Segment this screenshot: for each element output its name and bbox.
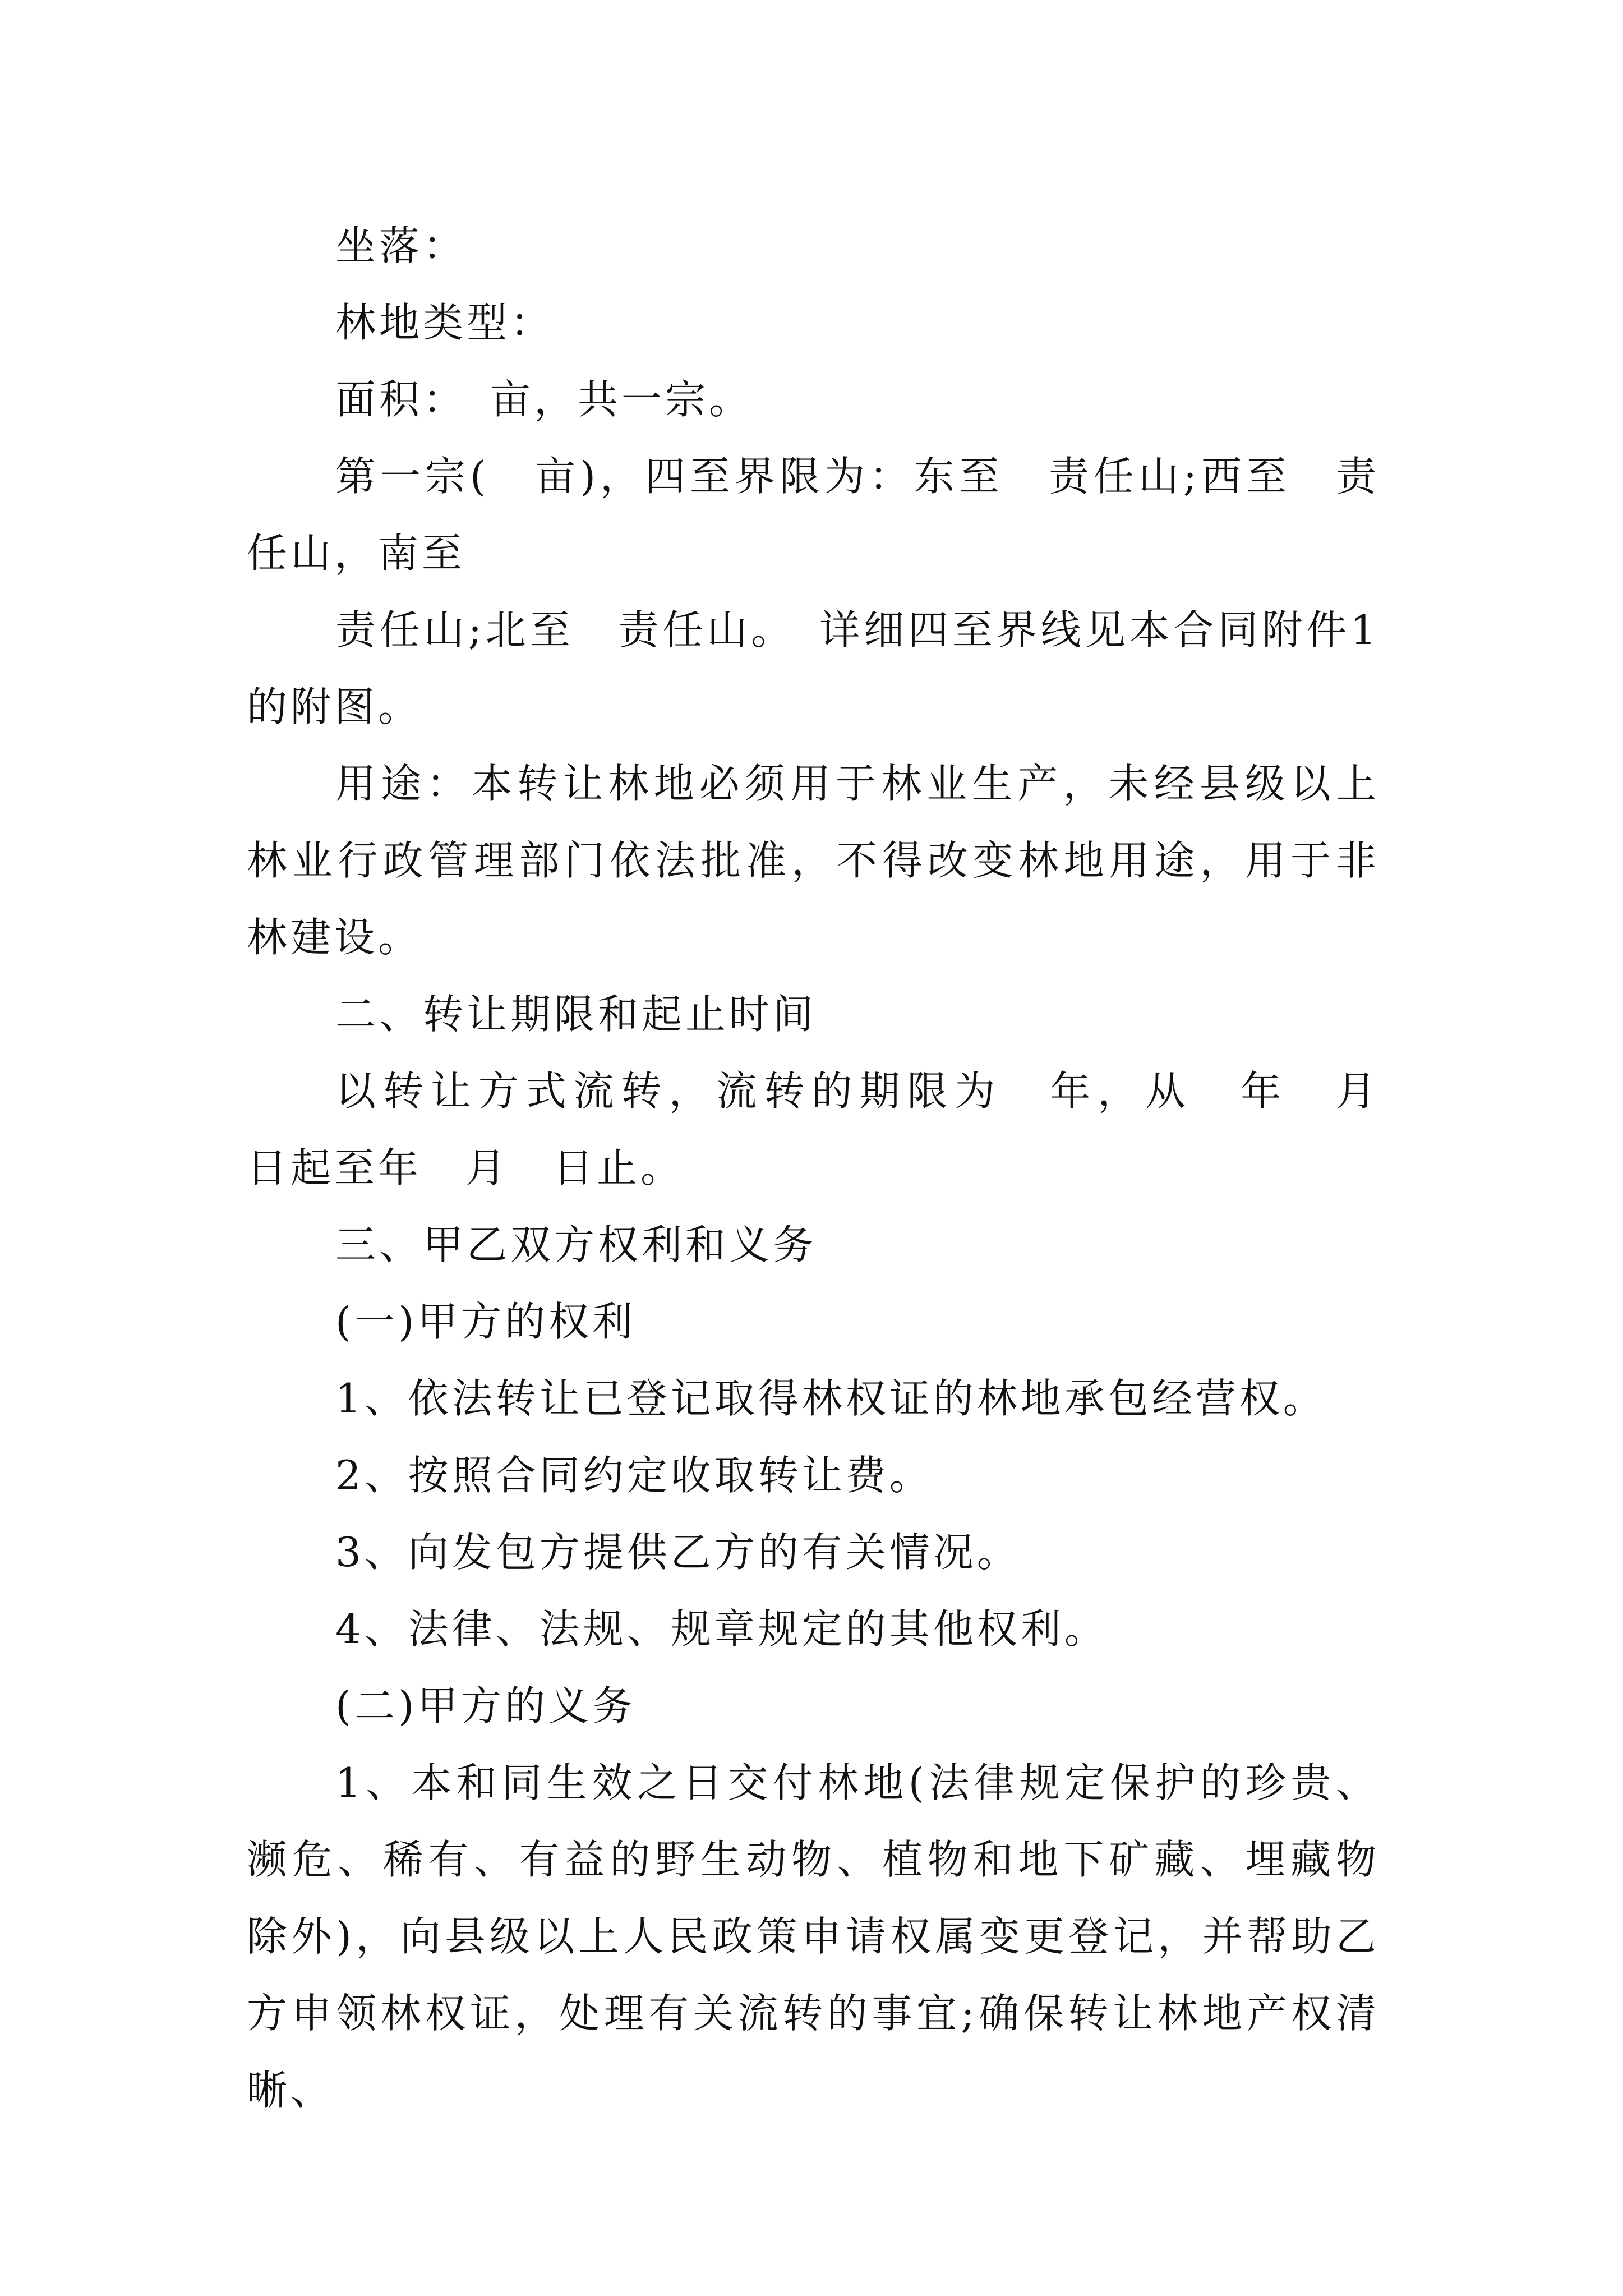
paragraph-area: 面积： 亩，共一宗。 — [335, 376, 753, 423]
paragraph-forest-type: 林地类型： — [335, 299, 555, 346]
list-item-obligation-1: 1、本和同生效之日交付林地(法律规定保护的珍贵、濒危、稀有、有益的野生动物、植物和地下矿藏、埋藏物除外)，向县级以上人民政策申请权属变更登记，并帮助乙方申领林权证，处理有关流转的事宜;确保转让林地产权清晰、 — [247, 1759, 1380, 2114]
section-heading-rights-obligations: 三、甲乙双方权利和义务 — [335, 1221, 817, 1268]
paragraph-usage: 用途：本转让林地必须用于林业生产，未经县级以上林业行政管理部门依法批准，不得改变林地用途，用于非林建设。 — [247, 760, 1380, 961]
document-body — [247, 208, 1424, 2129]
subsection-heading-party-a-obligations: (二)甲方的义务 — [335, 1682, 637, 1729]
paragraph-term: 以转让方式流转，流转的期限为 年，从 年 月 日起至年 月 日止。 — [247, 1068, 1424, 1191]
list-item-right-2: 2、按照合同约定收取转让费。 — [335, 1452, 933, 1499]
paragraph-boundary-first: 第一宗( 亩)，四至界限为：东至 责任山;西至 责任山，南至 — [247, 453, 1380, 577]
paragraph-location: 坐落： — [335, 222, 467, 269]
paragraph-boundary-second: 责任山;北至 责任山。 详细四至界线见本合同附件1的附图。 — [247, 606, 1380, 730]
list-item-right-4: 4、法律、法规、规章规定的其他权利。 — [335, 1605, 1108, 1653]
section-heading-term: 二、转让期限和起止时间 — [335, 991, 817, 1038]
subsection-heading-party-a-rights: (一)甲方的权利 — [335, 1298, 637, 1345]
list-item-right-1: 1、依法转让已登记取得林权证的林地承包经营权。 — [335, 1375, 1327, 1422]
list-item-right-3: 3、向发包方提供乙方的有关情况。 — [335, 1529, 1021, 1576]
